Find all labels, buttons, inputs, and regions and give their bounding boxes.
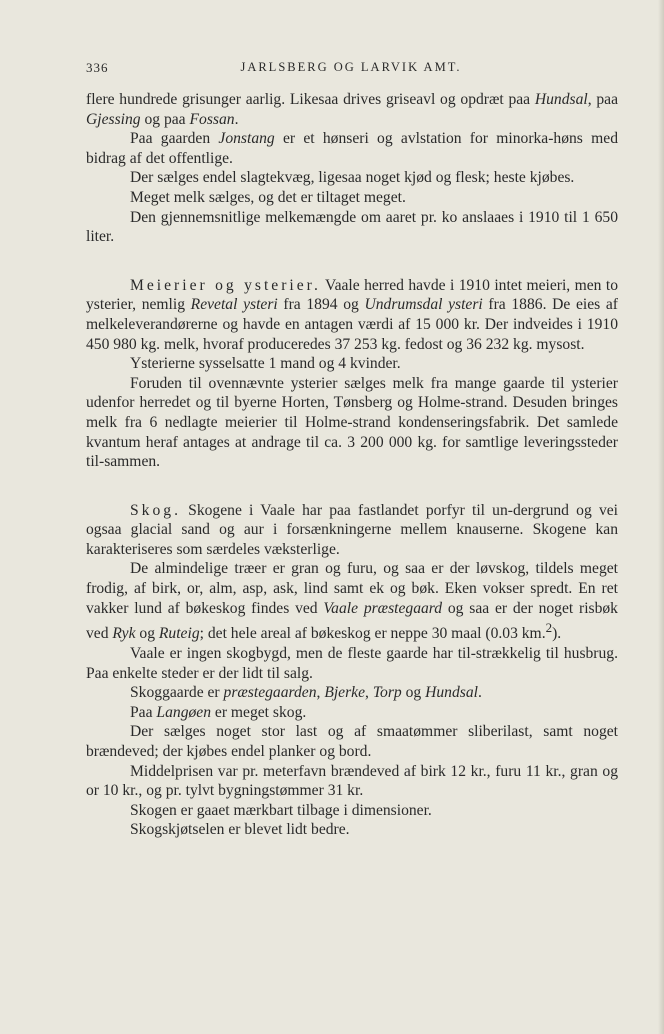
paragraph: De almindelige træer er gran og furu, og saa er der løvskog, tildels meget frodig, af birk, or, alm, asp, ask, lind samt ek og bøk. Eken vokser spredt. En ret vakker lund af bøkeskog findes ved Vaale præstegaard og saa er der noget risbøk ved Ryk og Ruteig; det hele areal af bøkeskog er neppe 30 maal (0.03 km.$^2$). [86, 560, 618, 643]
paragraph: Den gjennemsnitlige melkemængde om aaret pr. ko anslaaes i 1910 til 1 650 liter. [86, 208, 618, 246]
paragraph: Vaale er ingen skogbygd, men de fleste gaarde har til-strækkelig til husbrug. Paa enkelte steder er der lidt til salg. [86, 645, 618, 682]
footnote-marker: 2 [545, 620, 553, 636]
paragraph: flere hundrede grisunger aarlig. Likesaa drives griseavl og opdræt paa Hundsal, paa Gjessing og paa Fossan. [86, 91, 618, 128]
section-gap [86, 472, 618, 501]
paragraph: Middelprisen var pr. meterfavn brændeved af birk 12 kr., furu 11 kr., gran og or 10 kr., og pr. tylvt bygningstømmer 31 kr. [86, 762, 618, 800]
section-skog: Skog. Skogene i Vaale har paa fastlandet porfyr til un-dergrund og vei ogsaa glacial sand og aur i forsænkningerne mellem knauserne. Skogene kan karakteriseres som særdeles væksterlige. [86, 501, 618, 558]
paragraph: Ysterierne sysselsatte 1 mand og 4 kvinder. [130, 355, 401, 373]
paragraph: Foruden til ovennævnte ysterier sælges melk fra mange gaarde til ysterier udenfor herredet og til byerne Horten, Tønsberg og Holme-strand. Desuden bringes melk fra 6 nedlagte meierier til Holme-strand kondenseringsfabrik. Det samlede kvantum heraf antages at andrage til ca. 3 200 000 kg. for samtlige leveringssteder til-sammen. [86, 374, 618, 471]
section-gap [86, 247, 618, 276]
paragraph: Der sælges noget stor last og af smaatømmer sliberilast, samt noget brændeved; der kjøbes endel planker og bord. [86, 723, 618, 760]
page-number: 336 [86, 60, 109, 75]
section-meierier: Meierier og ysterier. Vaale herred havde i 1910 intet meieri, men to ysterier, nemlig Revetal ysteri fra 1894 og Undrumsdal ysteri fra 1886. De eies af melkeleverandørerne og havde en antagen værdi af 15 000 kr. Der indveides i 1910 450 980 kg. melk, hvoraf produceredes 37 253 kg. fedost og 36 232 kg. mysost. [86, 276, 618, 353]
section-heading: Skog. [130, 501, 181, 519]
paragraph: Paa gaarden Jonstang er et hønseri og avlstation for minorka-høns med bidrag af det offentlige. [86, 130, 618, 167]
section-heading: Meierier og ysterier. [130, 276, 321, 294]
paragraph: Skogskjøtselen er blevet lidt bedre. [130, 821, 350, 839]
running-title: JARLSBERG OG LARVIK AMT. [240, 60, 462, 74]
paragraph: Meget melk sælges, og det er tiltaget meget. [130, 188, 406, 206]
paragraph: Skoggaarde er præstegaarden, Bjerke, Torp og Hundsal. [130, 684, 482, 702]
paragraph: Paa Langøen er meget skog. [130, 703, 307, 721]
paragraph: Der sælges endel slagtekvæg, ligesaa noget kjød og flesk; heste kjøbes. [130, 169, 575, 187]
paragraph: Skogen er gaaet mærkbart tilbage i dimensioner. [130, 801, 432, 819]
page-edge [658, 0, 664, 1034]
page-body [86, 90, 618, 840]
page-header [86, 60, 616, 80]
